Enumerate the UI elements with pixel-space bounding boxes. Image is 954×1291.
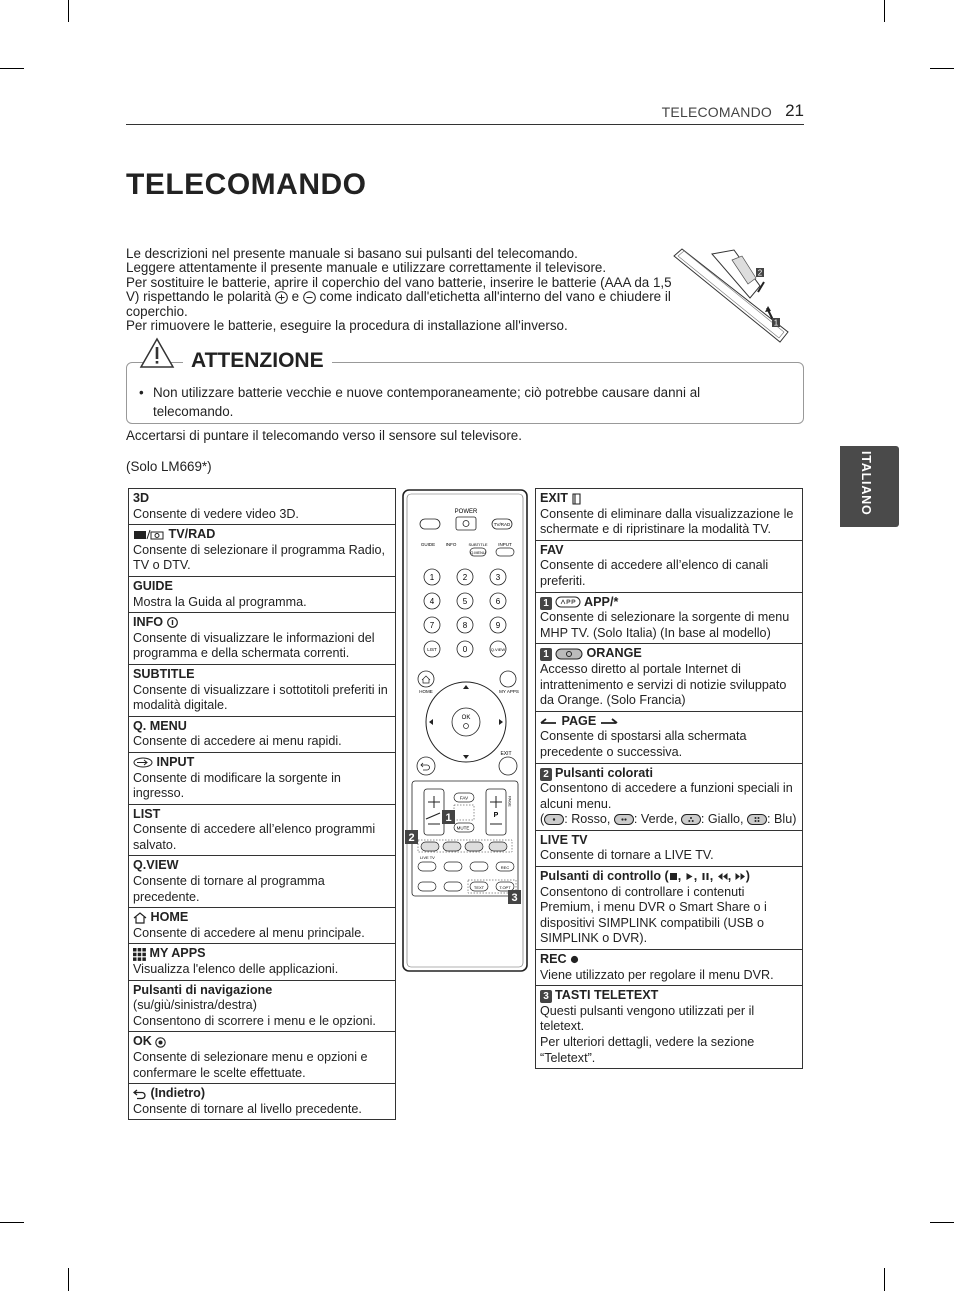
plus-polarity-icon bbox=[275, 291, 288, 304]
svg-text:OK: OK bbox=[461, 715, 471, 721]
exit-button bbox=[499, 757, 517, 775]
crop-mark bbox=[930, 1222, 954, 1223]
green-button-icon bbox=[614, 814, 634, 825]
svg-text:7: 7 bbox=[429, 621, 435, 630]
table-row: SUBTITLE Consente di visualizzare i sottotitoli preferiti in modalità digitale. bbox=[129, 664, 396, 716]
page-number: 21 bbox=[785, 101, 804, 120]
ok-button bbox=[452, 708, 480, 736]
page-header bbox=[126, 100, 804, 125]
caution-item: • Non utilizzare batterie vecchie e nuove contemporaneamente; ciò potrebbe causare danni al telecomando. bbox=[139, 383, 779, 421]
table-row: 1 ORANGE Accesso diretto al portale Internet di intrattenimento e servizi di notizie sviluppato da Orange. (Solo Francia) bbox=[536, 644, 803, 711]
table-row: GUIDE Mostra la Guida al programma. bbox=[129, 576, 396, 612]
table-row: 2 Pulsanti colorati Consentono di accedere a funzioni speciali in alcuni menu. ( : Rosso, : Verde, : Giallo, : Blu) bbox=[536, 763, 803, 830]
my-apps-grid-icon bbox=[133, 948, 146, 961]
remote-control-illustration bbox=[402, 489, 528, 972]
svg-text:LIST: LIST bbox=[427, 647, 437, 652]
svg-text:MY APPS: MY APPS bbox=[499, 689, 519, 694]
table-row: OK Consente di selezionare menu e opzioni e confermare le scelte effettuate. bbox=[129, 1032, 396, 1084]
crop-mark bbox=[68, 1268, 69, 1291]
svg-text:2: 2 bbox=[462, 573, 468, 582]
svg-text:1: 1 bbox=[445, 812, 452, 824]
blue-button bbox=[489, 842, 507, 851]
input-icon bbox=[133, 757, 153, 768]
header-section: TELECOMANDO bbox=[661, 104, 772, 120]
svg-text:P: P bbox=[493, 812, 499, 819]
table-row: MY APPS Visualizza l'elenco delle applicazioni. bbox=[129, 944, 396, 980]
svg-text:3: 3 bbox=[511, 892, 518, 904]
page-title: TELECOMANDO bbox=[126, 168, 367, 201]
table-row: LIST Consente di accedere all’elenco programmi salvato. bbox=[129, 804, 396, 856]
warning-icon bbox=[139, 337, 175, 369]
rec-dot-icon bbox=[570, 955, 579, 964]
tv-radio-icon bbox=[133, 529, 165, 540]
svg-text:1: 1 bbox=[429, 573, 435, 582]
home-icon bbox=[133, 912, 147, 924]
table-row: INPUT Consente di modificare la sorgente in ingresso. bbox=[129, 752, 396, 804]
svg-text:5: 5 bbox=[462, 597, 468, 606]
svg-text:1: 1 bbox=[773, 318, 779, 328]
svg-text:REC: REC bbox=[500, 865, 510, 870]
rewind-button bbox=[418, 882, 436, 891]
play-icon bbox=[685, 872, 694, 881]
back-arrow-icon bbox=[133, 1088, 147, 1100]
table-row: 3D Consente di vedere video 3D. bbox=[129, 489, 396, 525]
svg-text:0: 0 bbox=[462, 645, 468, 654]
svg-text:INPUT: INPUT bbox=[498, 542, 512, 547]
svg-text:FAV: FAV bbox=[459, 795, 469, 801]
orange-button-icon bbox=[555, 648, 583, 660]
fast-forward-button bbox=[444, 882, 462, 891]
page-up-icon bbox=[540, 717, 558, 725]
stop-icon bbox=[669, 872, 678, 881]
intro-line: Per sostituire le batterie, aprire il coperchio del vano batterie, inserire le batterie (AAA da 1,5 V) rispettando le polarità e come indicato dall'etichetta all'interno del vano e chiudere il coperchio. bbox=[126, 274, 672, 319]
ok-icon bbox=[155, 1037, 166, 1048]
svg-text:INFO: INFO bbox=[445, 542, 457, 547]
svg-text:MUTE: MUTE bbox=[456, 825, 470, 831]
svg-text:2: 2 bbox=[757, 268, 763, 278]
crop-mark bbox=[0, 68, 24, 69]
caution-title: ATTENZIONE bbox=[183, 349, 332, 373]
my-apps-button bbox=[500, 671, 516, 687]
page-down-icon bbox=[600, 717, 618, 725]
svg-text:POWER: POWER bbox=[454, 509, 478, 515]
power-button bbox=[456, 517, 476, 530]
blue-button-icon bbox=[747, 814, 767, 825]
aim-tip: Accertarsi di puntare il telecomando verso il sensore sul televisore. bbox=[126, 428, 522, 443]
model-note: (Solo LM669*) bbox=[126, 459, 212, 474]
pause-icon bbox=[701, 872, 710, 881]
input-button bbox=[496, 548, 514, 556]
svg-text:TEXT: TEXT bbox=[473, 885, 485, 890]
yellow-button bbox=[465, 842, 483, 851]
callout-badge: 3 bbox=[540, 990, 552, 1003]
table-row: Pulsanti di navigazione (su/giù/sinistra/destra) Consentono di scorrere i menu e le opzioni. bbox=[129, 980, 396, 1032]
battery-cover-illustration bbox=[672, 246, 790, 346]
yellow-button-icon bbox=[681, 814, 701, 825]
intro-text bbox=[126, 247, 676, 333]
svg-text:SUBTITLE: SUBTITLE bbox=[468, 542, 488, 547]
intro-line: Per rimuovere le batterie, eseguire la procedura di installazione all'inverso. bbox=[126, 318, 568, 334]
intro-line: Le descrizioni nel presente manuale si basano sui pulsanti del telecomando. bbox=[126, 246, 578, 261]
play-button bbox=[444, 862, 462, 871]
svg-text:HOME: HOME bbox=[419, 689, 433, 694]
red-button bbox=[421, 842, 439, 851]
3d-button bbox=[420, 519, 440, 529]
table-row: EXIT Consente di eliminare dalla visualizzazione le schermate e di ripristinare la modalità TV. bbox=[536, 489, 803, 541]
callout-badge: 1 bbox=[540, 597, 552, 610]
table-row: 1 APP/* Consente di selezionare la sorgente di menu MHP TV. (Solo Italia) (In base al modello) bbox=[536, 592, 803, 644]
minus-polarity-icon bbox=[303, 291, 316, 304]
app-button-icon bbox=[555, 596, 581, 608]
caution-list bbox=[139, 383, 779, 421]
exit-icon bbox=[572, 493, 581, 505]
svg-text:Q.VIEW: Q.VIEW bbox=[490, 647, 506, 652]
svg-text:EXIT: EXIT bbox=[500, 751, 512, 757]
svg-text:PAGE: PAGE bbox=[507, 796, 513, 807]
table-row: 3 TASTI TELETEXT Questi pulsanti vengono utilizzati per il teletext. Per ulteriori dettagli, vedere la sezione “Teletext”. bbox=[536, 986, 803, 1069]
svg-text:2: 2 bbox=[408, 832, 415, 844]
table-row: LIVE TV Consente di tornare a LIVE TV. bbox=[536, 830, 803, 866]
right-button-table bbox=[535, 488, 803, 1069]
caution-box bbox=[126, 349, 804, 424]
table-row: REC Viene utilizzato per regolare il menu DVR. bbox=[536, 950, 803, 986]
volume-rocker bbox=[424, 789, 444, 835]
table-row: INFO Consente di visualizzare le informazioni del programma e della schermata correnti. bbox=[129, 613, 396, 665]
svg-text:LIVE TV: LIVE TV bbox=[420, 855, 435, 860]
callout-badge: 1 bbox=[540, 648, 552, 661]
crop-mark bbox=[884, 1268, 885, 1291]
language-side-tab: ITALIANO bbox=[840, 446, 899, 527]
svg-text:T.OPT: T.OPT bbox=[499, 885, 511, 890]
stop-button bbox=[418, 862, 436, 871]
table-row: FAV Consente di accedere all’elenco di canali preferiti. bbox=[536, 540, 803, 592]
svg-text:3: 3 bbox=[495, 573, 501, 582]
svg-text:6: 6 bbox=[495, 597, 501, 606]
crop-mark bbox=[930, 68, 954, 69]
callout-badge: 2 bbox=[540, 768, 552, 781]
rewind-icon bbox=[717, 872, 728, 881]
left-button-table bbox=[128, 488, 396, 1120]
table-row: PAGE Consente di spostarsi alla schermata precedente o successiva. bbox=[536, 711, 803, 763]
crop-mark bbox=[68, 0, 69, 22]
svg-text:GUIDE: GUIDE bbox=[420, 542, 436, 547]
intro-line: Leggere attentamente il presente manuale e utilizzare correttamente il televisore. bbox=[126, 260, 607, 276]
svg-text:8: 8 bbox=[462, 621, 468, 630]
table-row: Q.VIEW Consente di tornare al programma precedente. bbox=[129, 856, 396, 908]
color-buttons-legend: ( : Rosso, : Verde, : Giallo, : Blu) bbox=[540, 812, 797, 827]
back-button bbox=[417, 757, 435, 775]
green-button bbox=[443, 842, 461, 851]
table-row: Pulsanti di controllo ( , , , , ) Consentono di controllare i contenuti Premium, i menu DVR o Smart Share o i dispositivi SIMPLINK compatibili (USB o SIMPLINK o DVR). bbox=[536, 867, 803, 950]
table-row: (Indietro) Consente di tornare al livello precedente. bbox=[129, 1084, 396, 1120]
table-row: Q. MENU Consente di accedere ai menu rapidi. bbox=[129, 716, 396, 752]
info-icon bbox=[167, 617, 178, 628]
table-row: HOME Consente di accedere al menu principale. bbox=[129, 908, 396, 944]
fast-forward-icon bbox=[735, 872, 746, 881]
crop-mark bbox=[0, 1222, 24, 1223]
pause-button bbox=[470, 862, 488, 871]
svg-text:TV/RAD: TV/RAD bbox=[493, 522, 511, 527]
red-button-icon bbox=[544, 814, 564, 825]
table-row: TV/RAD Consente di selezionare il programma Radio, TV o DTV. bbox=[129, 525, 396, 577]
svg-text:4: 4 bbox=[429, 597, 435, 606]
home-button bbox=[418, 671, 434, 687]
svg-text:Q.MENU: Q.MENU bbox=[470, 551, 486, 555]
crop-mark bbox=[884, 0, 885, 22]
svg-text:9: 9 bbox=[495, 621, 501, 630]
